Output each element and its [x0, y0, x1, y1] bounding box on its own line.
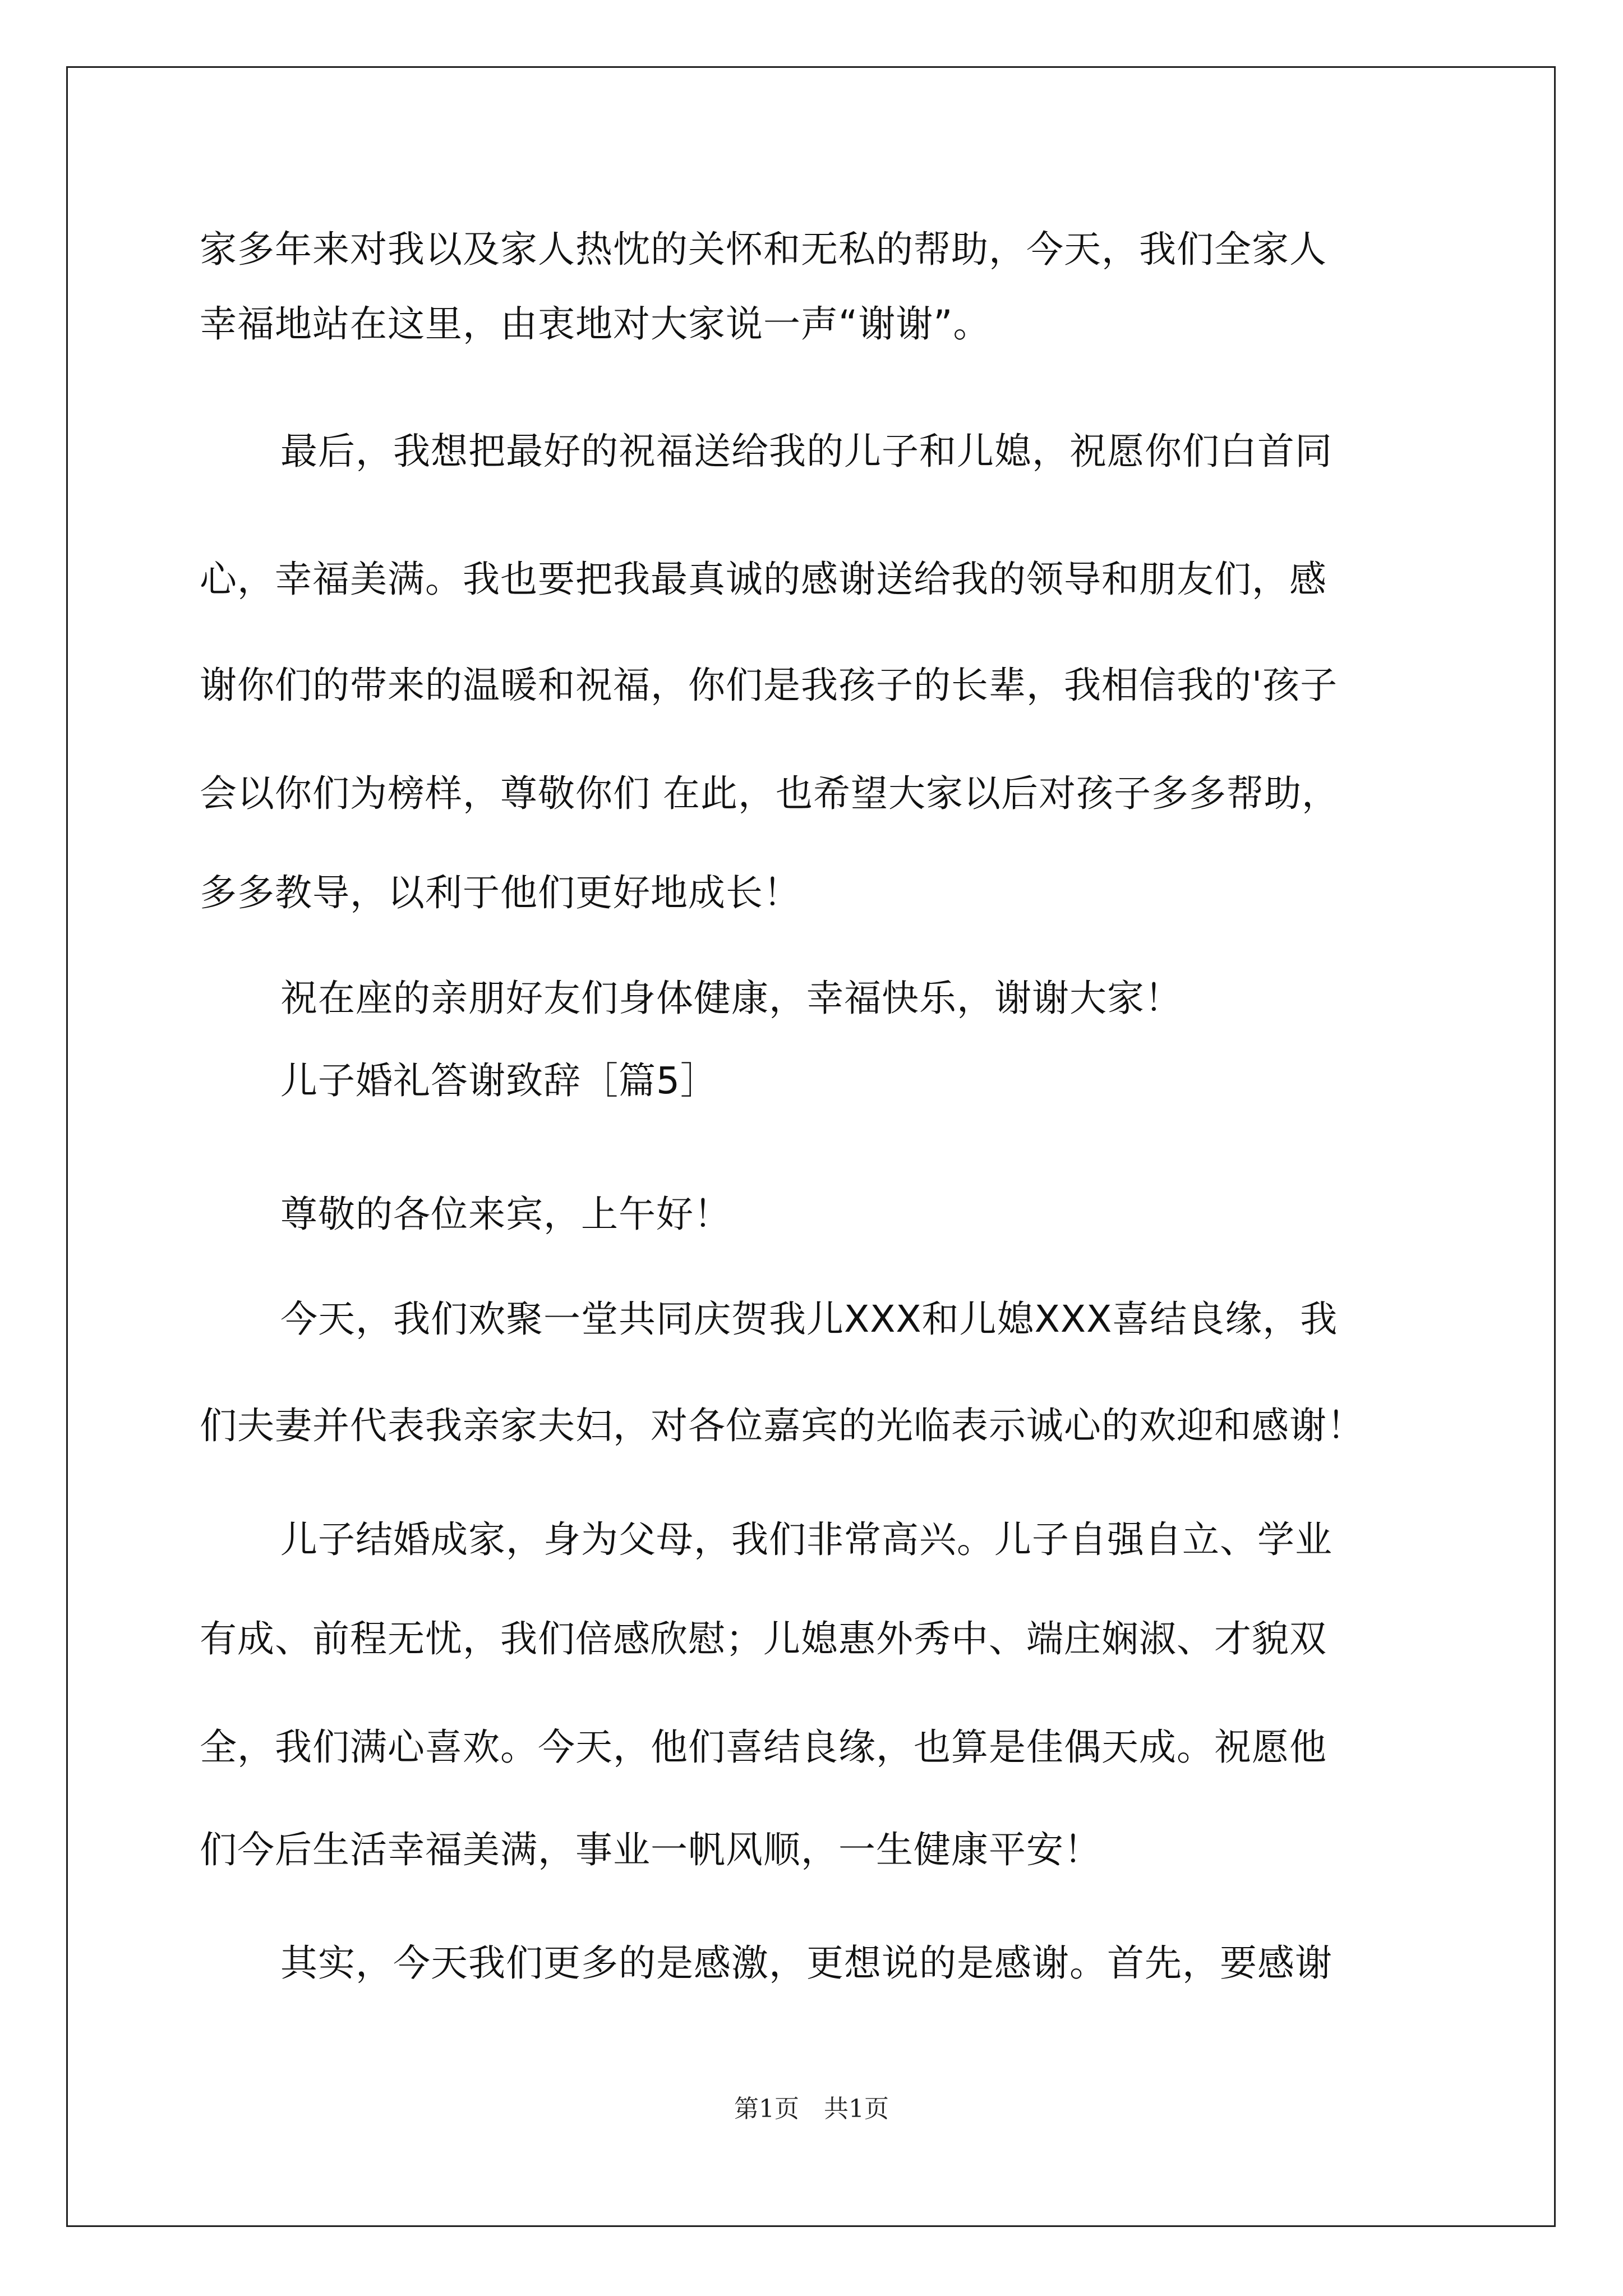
text-line: 今天，我们欢聚一堂共同庆贺我儿XXX和儿媳XXX喜结良缘，我 [280, 1297, 1338, 1341]
text-line: 其实，今天我们更多的是感激，更想说的是感谢。首先，要感谢 [280, 1941, 1332, 1985]
text-line: 谢你们的带来的温暖和祝福，你们是我孩子的长辈，我相信我的'孩子 [200, 664, 1338, 707]
page-border [66, 66, 1556, 2227]
text-line: 全，我们满心喜欢。今天，他们喜结良缘，也算是佳偶天成。祝愿他 [200, 1726, 1327, 1769]
text-line: 们夫妻并代表我亲家夫妇，对各位嘉宾的光临表示诚心的欢迎和感谢！ [200, 1404, 1364, 1447]
text-line: 最后，我想把最好的祝福送给我的儿子和儿媳，祝愿你们白首同 [280, 430, 1332, 473]
text-line: 尊敬的各位来宾，上午好！ [280, 1193, 731, 1236]
text-line: 幸福地站在这里，由衷地对大家说一声“谢谢”。 [200, 302, 991, 346]
text-line: 心，幸福美满。我也要把我最真诚的感谢送给我的领导和朋友们，感 [200, 558, 1327, 601]
text-line: 多多教导，以利于他们更好地成长！ [200, 871, 801, 914]
text-line: 祝在座的亲朋好友们身体健康，幸福快乐，谢谢大家！ [280, 977, 1182, 1020]
text-line: 儿子结婚成家，身为父母，我们非常高兴。儿子自强自立、学业 [280, 1518, 1332, 1561]
page-number-footer: 第1页 共1页 [734, 2095, 889, 2123]
text-line: 家多年来对我以及家人热忱的关怀和无私的帮助，今天，我们全家人 [200, 228, 1327, 271]
section-heading: 儿子婚礼答谢致辞［篇5］ [280, 1059, 718, 1102]
text-line: 有成、前程无忧，我们倍感欣慰；儿媳惠外秀中、端庄娴淑、才貌双 [200, 1617, 1327, 1660]
text-line: 会以你们为榜样，尊敬你们 在此，也希望大家以后对孩子多多帮助， [200, 772, 1339, 815]
text-line: 们今后生活幸福美满，事业一帆风顺，一生健康平安！ [200, 1828, 1101, 1871]
